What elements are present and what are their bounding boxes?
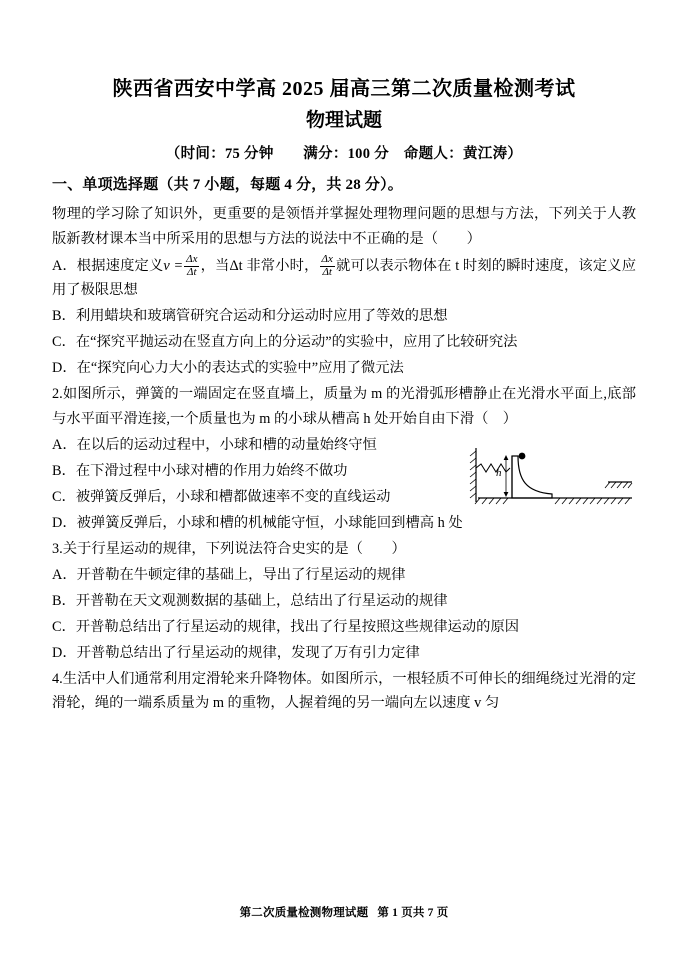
option-label: D． [52,360,77,377]
option-text: 在下滑过程中小球对槽的作用力始终不做功 [75,462,348,479]
option-text: 利用蜡块和玻璃管研究合运动和分运动时应用了等效的思想 [75,308,448,325]
option-text: 开普勒总结出了行星运动的规律，发现了万有引力定律 [76,644,420,661]
fraction-delta-x-delta-t [184,254,199,278]
question-number: 3. [52,540,63,557]
question-block [52,382,636,536]
figure-label-h: h [496,466,502,479]
fraction-denominator: Δt [322,265,332,278]
formula-v: v = [163,257,184,274]
question-text: 如图所示，弹簧的一端固定在竖直墙上，质量为 m 的光滑弧形槽静止在光滑水平面上,底部与水平面平滑连接,一个质量也为 m 的小球从槽高 h 处开始自由下滑（ ） [52,385,636,427]
question-block [52,202,636,381]
question-block [52,537,636,666]
option-d [52,641,636,666]
option-text: 根据速度定义 [76,257,164,274]
spring-arc-slope-diagram [460,442,636,520]
option-a [52,563,636,588]
option-a [52,254,636,304]
exam-info: （时间：75 分钟 满分：100 分 命题人：黄江涛） [165,146,523,163]
option-b [52,589,636,614]
option-text-mid: ，当Δt 非常小时， [200,257,319,274]
option-label: B． [52,462,76,479]
question-stem: 物理的学习除了知识外，更重要的是领悟并掌握处理物理问题的思想与方法，下列关于人教版新教材课本当中所采用的思想与方法的说法中不正确的是（ ） [52,206,636,247]
fraction-numerator: Δx [186,253,198,266]
option-label: C． [52,488,76,505]
option-label: C． [52,334,76,351]
footer-left: 第二次质量检测物理试题 [239,907,369,919]
question-text: 生活中人们通常利用定滑轮来升降物体。如图所示，一根轻质不可伸长的细绳绕过光滑的定滑轮，绳的一端系质量为 m 的重物，人握着绳的另一端向左以速度 v 匀 [52,670,636,712]
option-text: 被弹簧反弹后，小球和槽的机械能守恒，小球能回到槽高 h 处 [76,514,463,531]
fraction-numerator: Δx [321,253,333,266]
option-text: 在“探究向心力大小的表达式的实验中”应用了微元法 [76,360,404,377]
option-label: D． [52,644,77,661]
option-text: 在以后的运动过程中，小球和槽的动量始终守恒 [76,437,377,454]
question-stem [52,537,636,562]
option-text-after: 就可以表示物体在 t 时刻的瞬时速度，该定义应用了极限思想 [52,257,636,299]
option-c [52,330,636,355]
option-label: C． [52,618,76,635]
option-label: B． [52,593,76,610]
option-c [52,615,636,640]
question-number: 2. [52,385,63,402]
fraction-delta-x-delta-t-2 [320,254,335,278]
question-number: 4. [52,670,63,687]
option-label: A． [52,437,77,454]
option-text: 被弹簧反弹后，小球和槽都做速率不变的直线运动 [75,488,391,505]
option-b [52,304,636,329]
page-title: 陕西省西安中学高 2025 届高三第二次质量检测考试 [112,78,576,100]
page-footer [0,904,688,920]
question-block [52,667,636,716]
physics-figure-svg [460,442,636,520]
option-label: B． [52,308,76,325]
option-text: 在“探究平抛运动在竖直方向上的分运动”的实验中，应用了比较研究法 [75,334,518,351]
option-text: 开普勒总结出了行星运动的规律，找出了行星按照这些规律运动的原因 [75,618,520,635]
question-stem [52,667,636,716]
page-subtitle: 物理试题 [305,110,382,131]
question-text: 关于行星运动的规律，下列说法符合史实的是（ ） [62,540,406,557]
option-text: 开普勒在天文观测数据的基础上，总结出了行星运动的规律 [75,593,448,610]
fraction-denominator: Δt [187,265,197,278]
option-d [52,356,636,381]
option-label: A． [52,257,77,274]
option-label: A． [52,567,77,584]
section-heading: 一、单项选择题（共 7 小题，每题 4 分，共 28 分）。 [52,177,404,194]
option-text: 开普勒在牛顿定律的基础上，导出了行星运动的规律 [76,567,406,584]
question-stem [52,382,636,431]
footer-right: 第 1 页共 7 页 [377,907,449,919]
option-label: D． [52,514,77,531]
